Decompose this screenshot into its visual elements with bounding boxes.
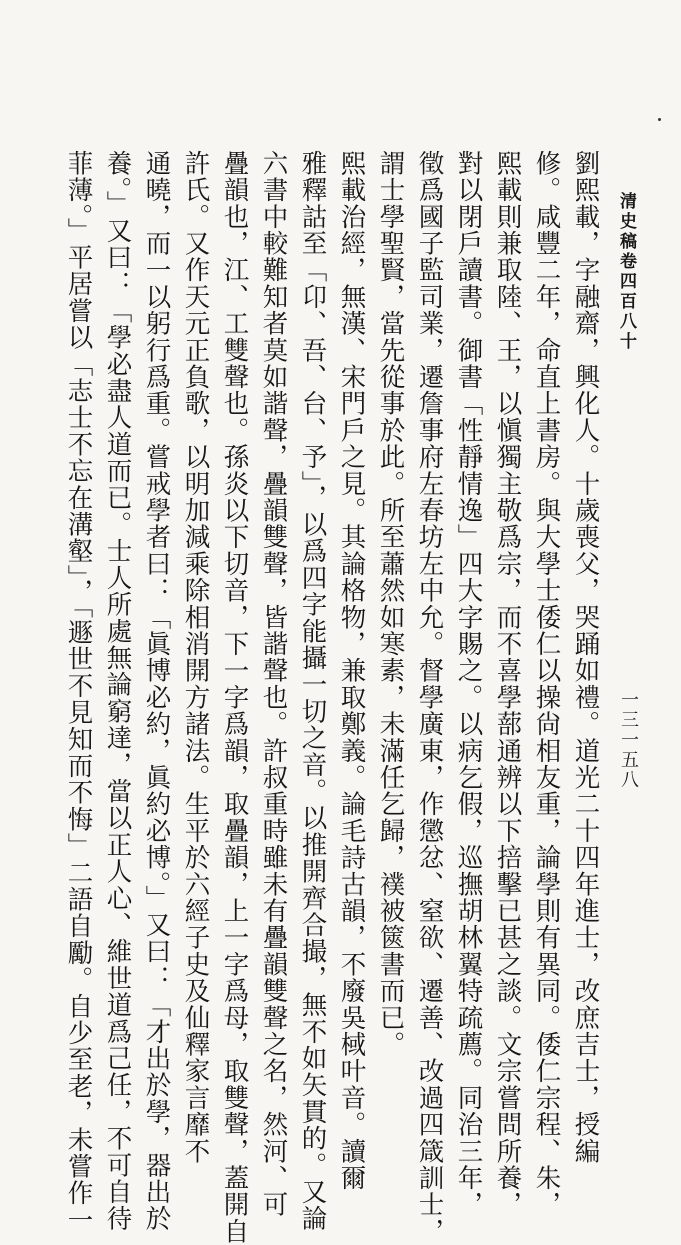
print-speck — [658, 118, 661, 121]
body-text — [60, 150, 615, 1245]
text-column: 徵爲國子監司業，遷詹事府左春坊左中允。督學廣東，作懲忿、窒欲、遷善、改過四箴訓士， — [414, 150, 445, 1245]
text-column: 謂士學聖賢，當先從事於此。所至蕭然如寒素，未滿任乞歸，襆被篋書而已。 — [375, 150, 406, 1058]
text-column: 對以閉戶讀書。御書「性靜情逸」四大字賜之。以病乞假，巡撫胡林翼特疏薦。同治三年， — [453, 150, 484, 1218]
text-column: 通曉，而一以躬行爲重。嘗戒學者曰：「眞博必約，眞約必博。」又曰：「才出於學，器出於 — [141, 150, 172, 1232]
text-column: 菲薄。」平居嘗以「志士不忘在溝壑」，「遯世不見知而不悔」二語自勵。自少至老，未嘗作一 — [63, 150, 94, 1234]
page-number: 一三一五八 — [618, 690, 639, 790]
text-column: 疊韻也，江、工雙聲也。孫炎以下切音，下一字爲韻，取疊韻，上一字爲母，取雙聲，蓋開自 — [219, 150, 250, 1245]
text-column: 劉熙載，字融齋，興化人。十歲喪父，哭踊如禮。道光二十四年進士，改庶吉士，授編 — [570, 150, 601, 1165]
running-head: 清史稿卷四百八十 — [616, 192, 636, 352]
text-column: 雅釋詁至「卬、吾、台、予」，以爲四字能攝一切之音。以推開齊合撮，無不如矢貫的。又論 — [297, 150, 328, 1232]
text-column: 熙載治經，無漢、宋門戶之見。其論格物，兼取鄭義。論毛詩古韻，不廢吳棫叶音。讀爾 — [336, 150, 367, 1192]
text-column: 六書中較難知者莫如諧聲，疊韻雙聲，皆諧聲也。許叔重時雖未有疊韻雙聲之名，然河、可 — [258, 150, 289, 1218]
text-column: 許氏。又作天元正負歌，以明加減乘除相消開方諸法。生平於六經子史及仙釋家言靡不 — [180, 150, 211, 1165]
text-column: 熙載則兼取陸、王，以愼獨主敬爲宗，而不喜學蔀通辨以下掊擊已甚之談。文宗嘗問所養， — [492, 150, 523, 1218]
text-column: 養。」又曰：「學必盡人道而已。士人所處無論窮達，當以正人心、維世道爲己任，不可自待 — [102, 150, 133, 1232]
text-column: 修。咸豐二年，命直上書房。與大學士倭仁以操尙相友重，論學則有異同。倭仁宗程、朱， — [531, 150, 562, 1218]
